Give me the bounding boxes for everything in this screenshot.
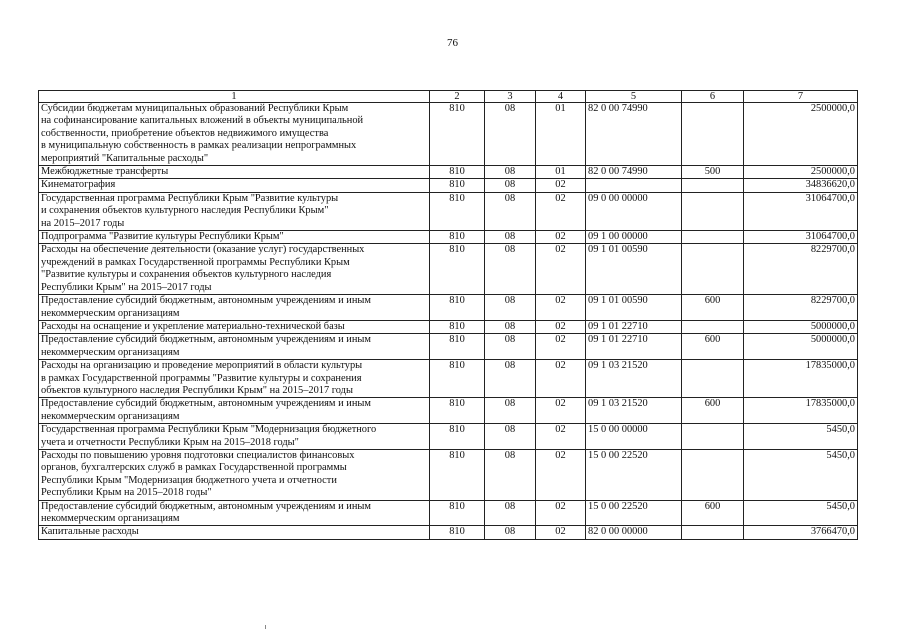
target-item-cell: 09 1 00 00000 (586, 231, 682, 244)
table-row (39, 500, 858, 526)
chapter-code-cell: 08 (485, 334, 536, 360)
row-name-cell: Расходы на оснащение и укрепление материально-технической базы (39, 320, 430, 333)
column-header: 4 (536, 91, 586, 103)
subsection-code-cell: 02 (536, 500, 586, 526)
row-name-cell: Межбюджетные трансферты (39, 166, 430, 179)
subsection-code-cell: 02 (536, 360, 586, 398)
table-row (39, 360, 858, 398)
column-header: 1 (39, 91, 430, 103)
target-item-cell (586, 179, 682, 192)
chapter-code-cell: 08 (485, 166, 536, 179)
expense-type-cell: 600 (682, 500, 744, 526)
target-item-cell: 09 1 01 22710 (586, 334, 682, 360)
table-row (39, 231, 858, 244)
expense-type-cell: 600 (682, 398, 744, 424)
row-name-cell: Расходы на организацию и проведение мероприятий в области культуры в рамках Государственной программы "Развитие культуры и сохранения объектов культурного наследия Республики Крым" на 2015–2017 годы (39, 360, 430, 398)
amount-cell: 34836620,0 (744, 179, 858, 192)
target-item-cell: 09 1 03 21520 (586, 398, 682, 424)
header-row (39, 91, 858, 103)
target-item-cell: 15 0 00 22520 (586, 449, 682, 500)
expense-type-cell (682, 231, 744, 244)
table-row (39, 449, 858, 500)
section-code-cell: 810 (430, 179, 485, 192)
chapter-code-cell: 08 (485, 179, 536, 192)
expense-type-cell (682, 192, 744, 230)
row-name-cell: Государственная программа Республики Крым "Модернизация бюджетного учета и отчетности Республики Крым на 2015–2018 годы" (39, 424, 430, 450)
target-item-cell: 82 0 00 74990 (586, 103, 682, 166)
chapter-code-cell: 08 (485, 244, 536, 295)
expense-type-cell (682, 424, 744, 450)
row-name-cell: Предоставление субсидий бюджетным, автономным учреждениям и иным некоммерческим организациям (39, 295, 430, 321)
row-name-cell: Государственная программа Республики Крым "Развитие культуры и сохранения объектов культурного наследия Республики Крым" на 2015–2017 годы (39, 192, 430, 230)
target-item-cell: 15 0 00 22520 (586, 500, 682, 526)
subsection-code-cell: 02 (536, 295, 586, 321)
table-row (39, 192, 858, 230)
budget-table (38, 90, 858, 540)
subsection-code-cell: 02 (536, 179, 586, 192)
section-code-cell: 810 (430, 360, 485, 398)
amount-cell: 31064700,0 (744, 231, 858, 244)
table-row (39, 295, 858, 321)
subsection-code-cell: 01 (536, 103, 586, 166)
amount-cell: 5450,0 (744, 449, 858, 500)
target-item-cell: 09 1 01 22710 (586, 320, 682, 333)
row-name-cell: Капитальные расходы (39, 526, 430, 539)
row-name-cell: Кинематография (39, 179, 430, 192)
column-header: 6 (682, 91, 744, 103)
target-item-cell: 09 1 01 00590 (586, 295, 682, 321)
chapter-code-cell: 08 (485, 295, 536, 321)
amount-cell: 2500000,0 (744, 103, 858, 166)
row-name-cell: Подпрограмма "Развитие культуры Республики Крым" (39, 231, 430, 244)
table-row (39, 103, 858, 166)
table-row (39, 424, 858, 450)
table-row (39, 179, 858, 192)
row-name-cell: Предоставление субсидий бюджетным, автономным учреждениям и иным некоммерческим организациям (39, 398, 430, 424)
column-header: 5 (586, 91, 682, 103)
subsection-code-cell: 02 (536, 231, 586, 244)
section-code-cell: 810 (430, 398, 485, 424)
section-code-cell: 810 (430, 231, 485, 244)
column-header: 3 (485, 91, 536, 103)
section-code-cell: 810 (430, 449, 485, 500)
subsection-code-cell: 02 (536, 192, 586, 230)
section-code-cell: 810 (430, 244, 485, 295)
expense-type-cell (682, 360, 744, 398)
expense-type-cell (682, 179, 744, 192)
row-name-cell: Расходы по повышению уровня подготовки специалистов финансовых органов, бухгалтерских служб в рамках Государственной программы Республики Крым "Модернизация бюджетного учета и отчетности Республики Крым на 2015–2018 годы" (39, 449, 430, 500)
section-code-cell: 810 (430, 424, 485, 450)
expense-type-cell: 500 (682, 166, 744, 179)
section-code-cell: 810 (430, 192, 485, 230)
column-header: 7 (744, 91, 858, 103)
amount-cell: 5000000,0 (744, 320, 858, 333)
amount-cell: 8229700,0 (744, 244, 858, 295)
chapter-code-cell: 08 (485, 526, 536, 539)
subsection-code-cell: 01 (536, 166, 586, 179)
chapter-code-cell: 08 (485, 424, 536, 450)
expense-type-cell: 600 (682, 334, 744, 360)
subsection-code-cell: 02 (536, 334, 586, 360)
expense-type-cell: 600 (682, 295, 744, 321)
amount-cell: 17835000,0 (744, 398, 858, 424)
target-item-cell: 09 1 03 21520 (586, 360, 682, 398)
section-code-cell: 810 (430, 295, 485, 321)
table-row (39, 244, 858, 295)
table-row (39, 526, 858, 539)
scan-mark (265, 625, 266, 629)
expense-type-cell (682, 526, 744, 539)
chapter-code-cell: 08 (485, 500, 536, 526)
amount-cell: 3766470,0 (744, 526, 858, 539)
chapter-code-cell: 08 (485, 192, 536, 230)
chapter-code-cell: 08 (485, 320, 536, 333)
target-item-cell: 15 0 00 00000 (586, 424, 682, 450)
column-header: 2 (430, 91, 485, 103)
amount-cell: 31064700,0 (744, 192, 858, 230)
section-code-cell: 810 (430, 320, 485, 333)
amount-cell: 8229700,0 (744, 295, 858, 321)
target-item-cell: 09 0 00 00000 (586, 192, 682, 230)
section-code-cell: 810 (430, 334, 485, 360)
amount-cell: 17835000,0 (744, 360, 858, 398)
table-body (39, 103, 858, 540)
table-row (39, 334, 858, 360)
target-item-cell: 82 0 00 74990 (586, 166, 682, 179)
row-name-cell: Предоставление субсидий бюджетным, автономным учреждениям и иным некоммерческим организациям (39, 500, 430, 526)
subsection-code-cell: 02 (536, 424, 586, 450)
chapter-code-cell: 08 (485, 103, 536, 166)
subsection-code-cell: 02 (536, 320, 586, 333)
amount-cell: 5450,0 (744, 424, 858, 450)
amount-cell: 5000000,0 (744, 334, 858, 360)
subsection-code-cell: 02 (536, 244, 586, 295)
expense-type-cell (682, 320, 744, 333)
table-row (39, 320, 858, 333)
expense-type-cell (682, 103, 744, 166)
row-name-cell: Предоставление субсидий бюджетным, автономным учреждениям и иным некоммерческим организациям (39, 334, 430, 360)
section-code-cell: 810 (430, 166, 485, 179)
expense-type-cell (682, 449, 744, 500)
expense-type-cell (682, 244, 744, 295)
chapter-code-cell: 08 (485, 449, 536, 500)
chapter-code-cell: 08 (485, 360, 536, 398)
amount-cell: 5450,0 (744, 500, 858, 526)
section-code-cell: 810 (430, 526, 485, 539)
target-item-cell: 09 1 01 00590 (586, 244, 682, 295)
subsection-code-cell: 02 (536, 398, 586, 424)
section-code-cell: 810 (430, 103, 485, 166)
page-number: 76 (447, 37, 458, 49)
chapter-code-cell: 08 (485, 231, 536, 244)
amount-cell: 2500000,0 (744, 166, 858, 179)
row-name-cell: Субсидии бюджетам муниципальных образований Республики Крым на софинансирование капитальных вложений в объекты муниципальной собственности, приобретение объектов недвижимого имущества в муниципальную собственность в рамках реализации непрограммных мероприятий "Капитальные расходы" (39, 103, 430, 166)
table-row (39, 398, 858, 424)
chapter-code-cell: 08 (485, 398, 536, 424)
target-item-cell: 82 0 00 00000 (586, 526, 682, 539)
section-code-cell: 810 (430, 500, 485, 526)
row-name-cell: Расходы на обеспечение деятельности (оказание услуг) государственных учреждений в рамках Государственной программы Республики Крым "Развитие культуры и сохранения объектов культурного наследия Республики Крым" на 2015–2017 годы (39, 244, 430, 295)
subsection-code-cell: 02 (536, 449, 586, 500)
table-row (39, 166, 858, 179)
subsection-code-cell: 02 (536, 526, 586, 539)
